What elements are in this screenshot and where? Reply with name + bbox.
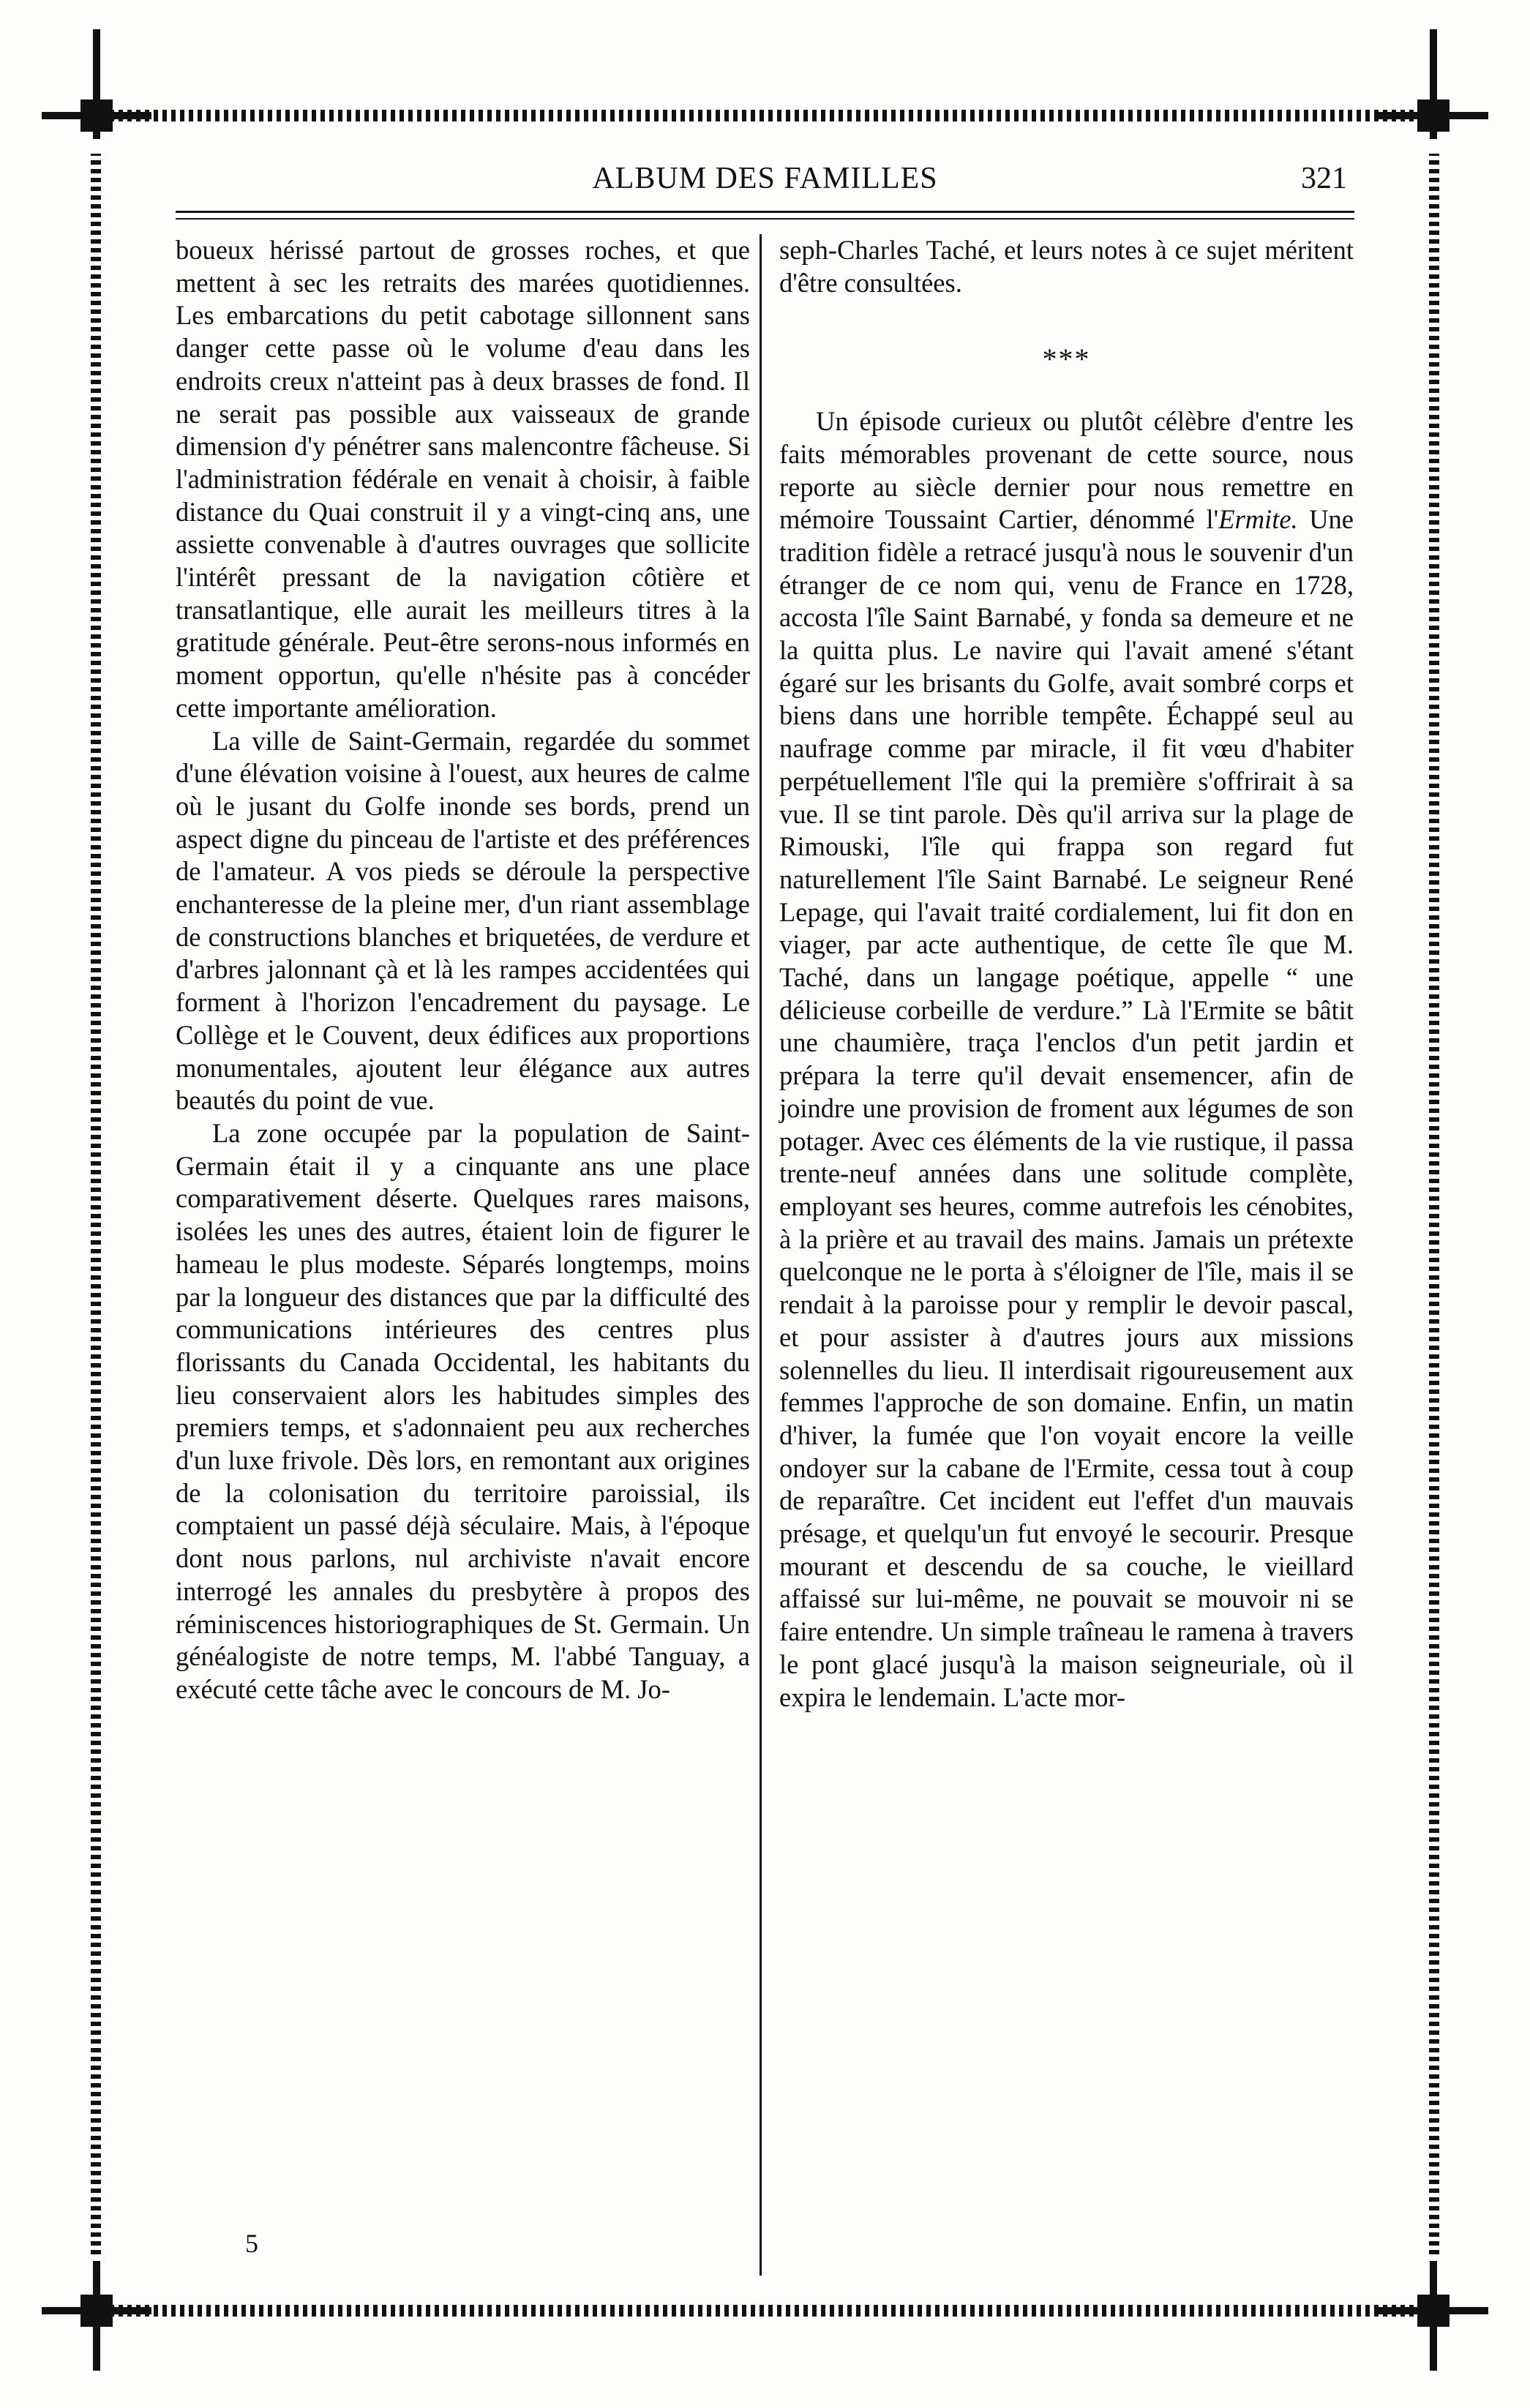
ornamental-border-top [110,110,1420,121]
asterism: *** [1042,342,1091,376]
cross-ornament [93,2261,100,2371]
cross-ornament [93,29,100,139]
paragraph-text: Une tradition fidèle a retracé jusqu'à nous le souvenir d'un étranger de ce nom qui, venu de France en 1728, accosta l'île Saint Barnabé, y fonda sa demeure et ne la quitta plus. Le navire qui l'avait amené s'étant égaré sur les brisants du Golfe, avait sombré corps et biens dans une horrible tempête. Échappé seul au naufrage comme par miracle, il fit vœu d'habiter perpétuellement l'île qui la première s'offrirait à sa vue. Il se tint parole. Dès qu'il arriva sur la plage de Rimouski, l'île qui frappa son regard fut naturellement l'île Saint Barnabé. Le seigneur René Lepage, qui l'avait traité cordialement, lui fit don en viager, par acte authentique, de cette île que M. Taché, dans un langage poétique, appelle “ une délicieuse corbeille de verdure.” Là l'Ermite se bâtit une chaumière, traça l'enclos d'un petit jardin et prépara la terre qu'il devait ensemencer, afin de joindre une provision de froment aux légumes de son potager. Avec ces éléments de la vie rustique, il passa trente-neuf années dans une solitude complète, employant ses heures, comme autrefois les cénobites, à la prière et au travail des mains. Jamais un prétexte quelconque ne le porta à s'éloigner de l'île, mais il se rendait à la paroisse pour y remplir le devoir pascal, et pour assister à d'autres jours aux missions solennelles du lieu. Il interdisait rigoureusement aux femmes l'approche de son domaine. Enfin, un matin d'hiver, la fumée que l'on voyait encore la veille ondoyer sur la cabane de l'Ermite, cessa tout à coup de reparaître. Cet incident eut l'effet d'un mauvais présage, et quelqu'un fut envoyé le secourir. Presque mourant et descendu de sa couche, le vieillard affaissé sur lui-même, ne pouvait se mouvoir ni se faire entendre. Un simple traîneau le ramena à travers le pont glacé jusqu'à la maison seigneuriale, où il expira le lendemain. L'acte mor- [779,504,1354,1712]
right-column [779,234,1354,1714]
running-head [168,154,1362,205]
cross-ornament [1379,112,1488,119]
ornamental-border-left [91,154,101,2254]
page-number: 321 [1301,162,1347,195]
column-divider [760,234,762,2276]
cross-ornament [1430,29,1437,139]
paragraph-text: Un épisode curieux ou plutôt célèbre d'entre les faits mémorables provenant de cette source, nous reporte au siècle dernier pour nous remettre en mémoire Toussaint Cartier, dénommé l' [779,406,1354,535]
cross-ornament [42,2307,151,2314]
header-rule [176,211,1354,213]
italic-term: Ermite. [1218,504,1298,535]
cross-ornament [1379,2307,1488,2314]
cross-ornament [1430,2261,1437,2371]
paragraph: seph-Charles Taché, et leurs notes à ce sujet méritent d'être consultées. [779,235,1354,298]
paragraph: La ville de Saint-Germain, regardée du sommet d'une élévation voisine à l'ouest, aux heures de calme où le jusant du Golfe inonde ses bords, prend un aspect digne du pinceau de l'artiste et des préférences de l'amateur. A vos pieds se déroule la perspective enchanteresse de la pleine mer, d'un riant assemblage de constructions blanches et briquetées, de verdure et d'arbres jalonnant çà et là les rampes accidentées qui forment à l'horizon l'encadrement du paysage. Le Collège et le Couvent, deux édifices aux proportions monumentales, ajoutent leur élégance aux autres beautés du point de vue. [176,725,750,1116]
running-title: ALBUM DES FAMILLES [592,162,938,195]
paragraph [779,405,1354,1714]
paragraph: boueux hérissé partout de grosses roches, et que mettent à sec les retraits des marées quotidiennes. Les embarcations du petit cabotage sillonnent sans danger cette passe où le volume d'eau dans les endroits creux n'atteint pas à deux brasses de fond. Il ne serait pas possible aux vaisseaux de grande dimension d'y pénétrer sans malencontre fâcheuse. Si l'administration fédérale en venait à choisir, à faible distance du Quai construit il y a vingt-cinq ans, une assiette convenable à d'autres ouvrages que sollicite l'intérêt pressant de la navigation côtière et transatlantique, elle aurait les meilleurs titres à la gratitude générale. Peut-être serons-nous informés en moment opportun, qu'elle n'hésite pas à concéder cette importante amélioration. [176,235,750,723]
ornamental-border-bottom [110,2305,1420,2317]
paragraph: La zone occupée par la population de Saint-Germain était il y a cinquante ans une place comparativement déserte. Quelques rares maisons, isolées les unes des autres, étaient loin de figurer le hameau le plus modeste. Séparés longtemps, moins par la longueur des distances que par la difficulté des communications intérieures des centres plus florissants du Canada Occidental, les habitants du lieu conservaient alors les habitudes simples des premiers temps, et s'adonnaient peu aux recherches d'un luxe frivole. Dès lors, en remontant aux origines de la colonisation du territoire paroissial, ils comptaient un passé déjà séculaire. Mais, à l'époque dont nous parlons, nul archiviste n'avait encore interrogé les annales du presbytère à propos des réminiscences historiographiques de St. Germain. Un généalogiste de notre temps, M. l'abbé Tanguay, a exécuté cette tâche avec le concours de M. Jo- [176,1117,750,1704]
signature-mark: 5 [245,2229,258,2258]
ornamental-border-right [1429,154,1439,2254]
header-rule [176,218,1354,220]
cross-ornament [42,112,151,119]
left-column [176,234,750,1706]
